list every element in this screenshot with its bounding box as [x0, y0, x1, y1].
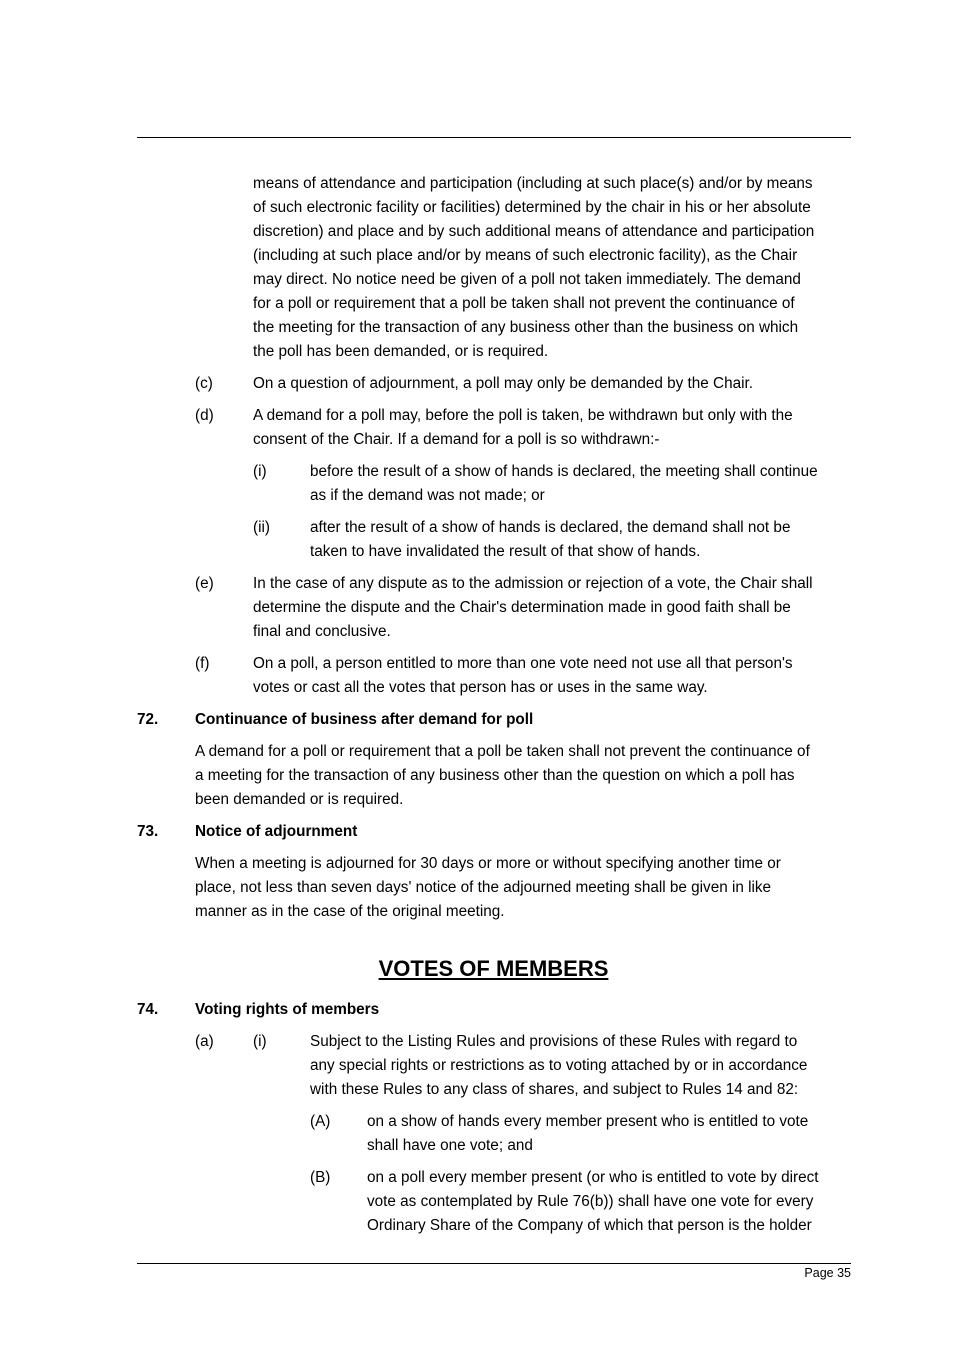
paragraph [0, 740, 965, 812]
section-after [0, 998, 965, 1238]
text-line: On a poll, a person entitled to more than one vote need not use all that person's [253, 655, 793, 672]
section-heading: VOTES OF MEMBERS [378, 956, 609, 981]
text-line: may direct. No notice need be given of a poll not taken immediately. The demand [253, 271, 801, 288]
paragraph [0, 1166, 965, 1238]
clause-label: (a) [195, 1033, 214, 1050]
text-line: determine the dispute and the Chair's determination made in good faith shall be [253, 599, 791, 616]
clause-heading [0, 998, 965, 1022]
text-line: shall have one vote; and [367, 1137, 533, 1154]
clause-label: 73. [137, 823, 159, 840]
text-line: (including at such place and/or by means of such electronic facility), as the Chair [253, 247, 798, 264]
text-line: A demand for a poll or requirement that a poll be taken shall not prevent the continuance of [195, 743, 810, 760]
clause-heading [0, 820, 965, 844]
clause-label: 74. [137, 1001, 159, 1018]
text-line: When a meeting is adjourned for 30 days or more or without specifying another time or [195, 855, 781, 872]
paragraph [0, 172, 965, 364]
paragraph [0, 572, 965, 644]
text-line: vote as contemplated by Rule 76(b)) shall have one vote for every [367, 1193, 814, 1210]
text-line: for a poll or requirement that a poll be taken shall not prevent the continuance of [253, 295, 795, 312]
clause-label: (d) [195, 407, 214, 424]
text-line: votes or cast all the votes that person has or uses in the same way. [253, 679, 708, 696]
paragraph [0, 460, 965, 508]
text-line: Ordinary Share of the Company of which that person is the holder [367, 1217, 812, 1234]
paragraph [0, 516, 965, 564]
paragraph [0, 652, 965, 700]
text-line: on a show of hands every member present who is entitled to vote [367, 1113, 809, 1130]
clause-label: 72. [137, 711, 159, 728]
clause-label: (ii) [253, 519, 270, 536]
text-line: On a question of adjournment, a poll may only be demanded by the Chair. [253, 375, 754, 392]
paragraph [0, 1110, 965, 1158]
text-line: Continuance of business after demand for poll [195, 711, 534, 728]
text-line: the poll has been demanded, or is required. [253, 343, 549, 360]
text-line: after the result of a show of hands is declared, the demand shall not be [310, 519, 791, 536]
text-line: A demand for a poll may, before the poll is taken, be withdrawn but only with the [253, 407, 793, 424]
clause-label: (i) [253, 1033, 267, 1050]
clause-label: (c) [195, 375, 213, 392]
text-line: place, not less than seven days' notice of the adjourned meeting shall be given in like [195, 879, 772, 896]
text-line: on a poll every member present (or who is entitled to vote by direct [367, 1169, 819, 1186]
paragraph [0, 1030, 965, 1102]
section-before [0, 172, 965, 924]
text-line: taken to have invalidated the result of that show of hands. [310, 543, 701, 560]
text-line: final and conclusive. [253, 623, 391, 640]
document-body [0, 172, 965, 1246]
text-line: a meeting for the transaction of any business other than the question on which a poll has [195, 767, 795, 784]
text-line: with these Rules to any class of shares, and subject to Rules 14 and 82: [310, 1081, 799, 1098]
text-line: discretion) and place and by such additional means of attendance and participation [253, 223, 815, 240]
header-rule [137, 137, 851, 138]
paragraph [0, 404, 965, 452]
paragraph [0, 372, 965, 396]
clause-heading [0, 708, 965, 732]
page-number: Page 35 [804, 1266, 851, 1280]
text-line: consent of the Chair. If a demand for a poll is so withdrawn:- [253, 431, 660, 448]
text-line: been demanded or is required. [195, 791, 404, 808]
text-line: as if the demand was not made; or [310, 487, 545, 504]
text-line: any special rights or restrictions as to voting attached by or in accordance [310, 1057, 808, 1074]
text-line: Voting rights of members [195, 1001, 380, 1018]
clause-label: (A) [310, 1113, 331, 1130]
clause-label: (f) [195, 655, 210, 672]
footer-rule [137, 1263, 851, 1264]
clause-label: (e) [195, 575, 214, 592]
text-line: Subject to the Listing Rules and provisions of these Rules with regard to [310, 1033, 798, 1050]
paragraph [0, 852, 965, 924]
text-line: means of attendance and participation (including at such place(s) and/or by means [253, 175, 813, 192]
clause-label: (B) [310, 1169, 331, 1186]
text-line: the meeting for the transaction of any business other than the business on which [253, 319, 799, 336]
text-line: In the case of any dispute as to the admission or rejection of a vote, the Chair shall [253, 575, 813, 592]
text-line: before the result of a show of hands is declared, the meeting shall continue [310, 463, 818, 480]
clause-label: (i) [253, 463, 267, 480]
text-line: Notice of adjournment [195, 823, 358, 840]
text-line: of such electronic facility or facilities) determined by the chair in his or her absolute [253, 199, 811, 216]
text-line: manner as in the case of the original meeting. [195, 903, 505, 920]
